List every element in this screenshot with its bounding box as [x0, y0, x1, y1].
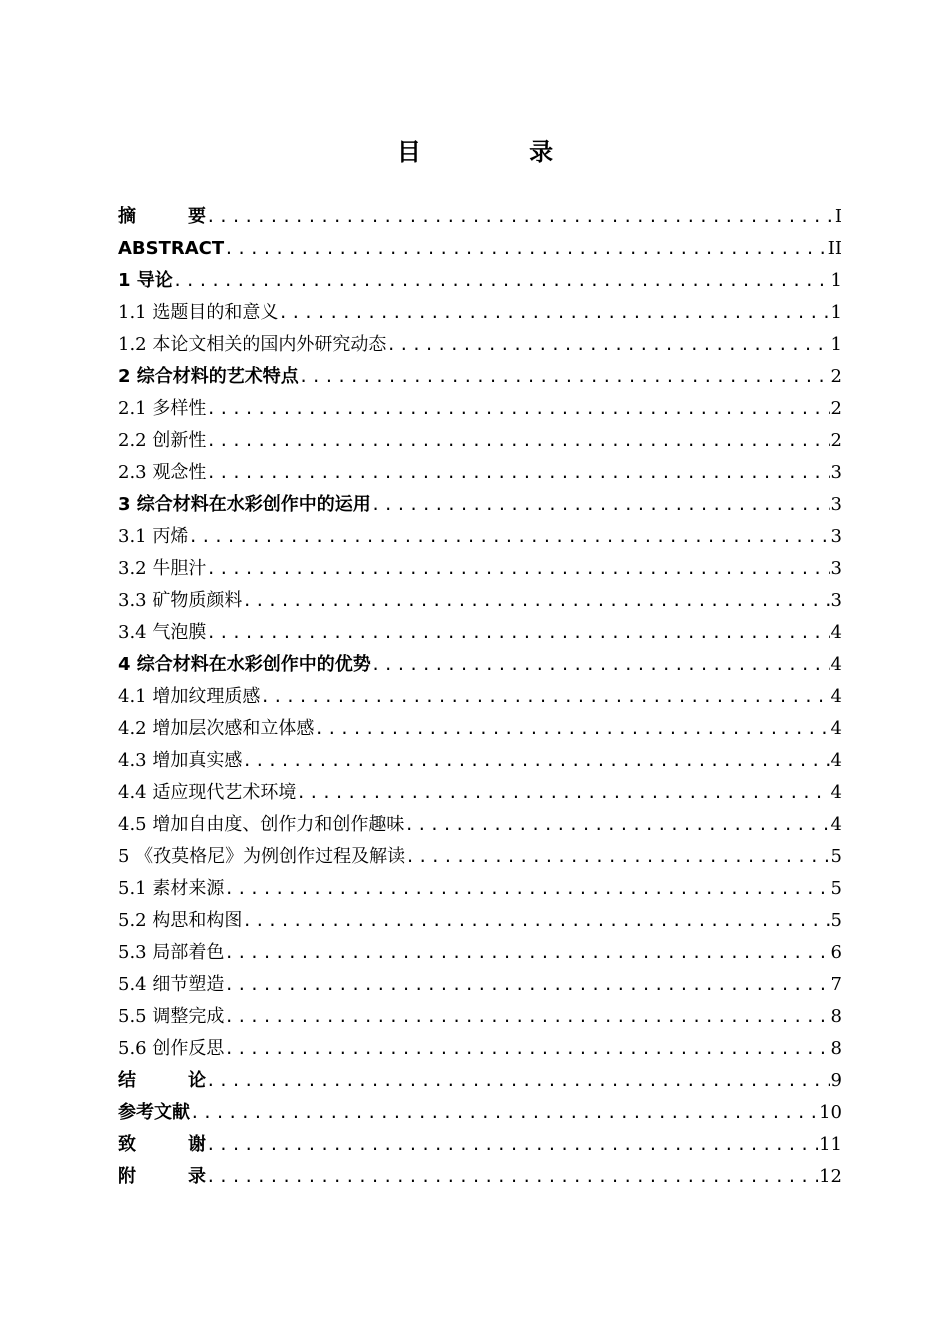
dot-leader: [206, 617, 829, 649]
toc-entry-page-number: 4: [830, 782, 842, 803]
dot-leader: [224, 969, 829, 1001]
toc-entry-title: 5 《孜莫格尼》为例创作过程及解读: [118, 846, 406, 867]
toc-entry-page-number: 2: [830, 430, 842, 451]
toc-entry-title-char: 结: [118, 1070, 136, 1091]
toc-entry[interactable]: [118, 393, 842, 425]
toc-entry-page-number: 9: [830, 1070, 842, 1091]
dot-leader: [278, 297, 829, 329]
toc-entry-page-number: 12: [819, 1166, 842, 1187]
toc-entry[interactable]: [118, 1033, 842, 1065]
toc-entry[interactable]: [118, 617, 842, 649]
toc-entry-title: 3.4 气泡膜: [118, 622, 207, 643]
toc-entry-page-number: 5: [830, 878, 842, 899]
toc-entry-title-char: 要: [188, 206, 206, 227]
toc-entry[interactable]: [118, 713, 842, 745]
dot-leader: [224, 233, 827, 265]
dot-leader: [386, 329, 829, 361]
toc-entry-page-number: I: [834, 206, 842, 227]
toc-entry-page-number: 10: [819, 1102, 842, 1123]
toc-entry-title: 3.3 矿物质颜料: [118, 590, 243, 611]
dot-leader: [371, 649, 830, 681]
toc-entry-title: 4.4 适应现代艺术环境: [118, 782, 297, 803]
toc-entry-page-number: 8: [830, 1006, 842, 1027]
toc-entry[interactable]: [118, 329, 842, 361]
toc-entry-page-number: 3: [830, 526, 842, 547]
toc-entry-page-number: 1: [830, 270, 842, 291]
toc-entry[interactable]: [118, 489, 842, 521]
toc-entry[interactable]: [118, 681, 842, 713]
toc-entry-title-char: 录: [188, 1166, 206, 1187]
toc-entry-title: 4.3 增加真实感: [118, 750, 243, 771]
dot-leader: [206, 1065, 830, 1097]
dot-leader: [299, 361, 830, 393]
toc-entry[interactable]: [118, 777, 842, 809]
toc-entry-title: 2 综合材料的艺术特点: [118, 366, 299, 387]
toc-entry[interactable]: [118, 1161, 842, 1193]
toc-entry-title: 3 综合材料在水彩创作中的运用: [118, 494, 371, 515]
dot-leader: [314, 713, 829, 745]
toc-entry[interactable]: [118, 361, 842, 393]
toc-entry-title: 2.3 观念性: [118, 462, 207, 483]
toc-entry[interactable]: [118, 873, 842, 905]
toc-entry-title: 5.4 细节塑造: [118, 974, 225, 995]
toc-entry[interactable]: [118, 265, 842, 297]
toc-entry-title-char: 谢: [188, 1134, 206, 1155]
toc-entry-title: [118, 1161, 206, 1193]
toc-entry-title: 参考文献: [118, 1102, 190, 1123]
dot-leader: [173, 265, 830, 297]
toc-entry-title: 3.2 牛胆汁: [118, 558, 207, 579]
toc-entry-title: 4 综合材料在水彩创作中的优势: [118, 654, 371, 675]
dot-leader: [190, 1097, 818, 1129]
toc-entry-page-number: 2: [830, 366, 842, 387]
toc-entry-title: 4.2 增加层次感和立体感: [118, 718, 315, 739]
toc-entry-title: [118, 1065, 206, 1097]
toc-entry-title: 5.6 创作反思: [118, 1038, 225, 1059]
toc-entry[interactable]: [118, 553, 842, 585]
toc-entry-page-number: 4: [830, 750, 842, 771]
dot-leader: [404, 809, 829, 841]
toc-entry-page-number: 3: [830, 494, 842, 515]
toc-entry[interactable]: [118, 841, 842, 873]
toc-entry[interactable]: [118, 649, 842, 681]
toc-entry[interactable]: [118, 233, 842, 265]
toc-entry-page-number: 4: [830, 622, 842, 643]
toc-entry-page-number: 11: [819, 1134, 842, 1155]
toc-entry[interactable]: [118, 1001, 842, 1033]
dot-leader: [242, 905, 829, 937]
toc-entry-title: ABSTRACT: [118, 238, 225, 259]
dot-leader: [206, 425, 829, 457]
toc-entry-title-char: 致: [118, 1134, 136, 1155]
dot-leader: [206, 201, 834, 233]
toc-entry-title: 5.3 局部着色: [118, 942, 225, 963]
toc-entry[interactable]: [118, 1097, 842, 1129]
dot-leader: [260, 681, 829, 713]
toc-entry[interactable]: [118, 201, 842, 233]
toc-entry[interactable]: [118, 521, 842, 553]
dot-leader: [224, 1033, 829, 1065]
dot-leader: [224, 873, 829, 905]
toc-entry-page-number: 4: [830, 718, 842, 739]
toc-entry-page-number: 3: [830, 590, 842, 611]
dot-leader: [206, 553, 829, 585]
toc-entry-page-number: 1: [830, 302, 842, 323]
dot-leader: [206, 457, 829, 489]
toc-entry-page-number: II: [827, 238, 842, 259]
toc-entry-title-char: 论: [188, 1070, 206, 1091]
dot-leader: [224, 937, 829, 969]
dot-leader: [296, 777, 829, 809]
toc-entry-title: 4.5 增加自由度、创作力和创作趣味: [118, 814, 405, 835]
toc-entry-page-number: 4: [830, 814, 842, 835]
toc-entry[interactable]: [118, 1065, 842, 1097]
dot-leader: [224, 1001, 829, 1033]
toc-entry[interactable]: [118, 745, 842, 777]
toc-entry-page-number: 5: [830, 846, 842, 867]
toc-entry-title: 5.5 调整完成: [118, 1006, 225, 1027]
toc-entry[interactable]: [118, 585, 842, 617]
toc-entry-page-number: 4: [830, 686, 842, 707]
toc-entry-page-number: 2: [830, 398, 842, 419]
toc-entry[interactable]: [118, 1129, 842, 1161]
toc-entry-title: [118, 1129, 206, 1161]
toc-entry-page-number: 8: [830, 1038, 842, 1059]
toc-entry-page-number: 1: [830, 334, 842, 355]
toc-entry[interactable]: [118, 937, 842, 969]
dot-leader: [206, 1129, 818, 1161]
toc-entry[interactable]: [118, 809, 842, 841]
toc-entry[interactable]: [118, 425, 842, 457]
page-title: 目 录: [396, 138, 604, 166]
toc-entry[interactable]: [118, 969, 842, 1001]
toc-entry-page-number: 3: [830, 462, 842, 483]
toc-entry-title: 5.1 素材来源: [118, 878, 225, 899]
dot-leader: [188, 521, 829, 553]
toc-entry-page-number: 3: [830, 558, 842, 579]
toc-entry-title: 1.2 本论文相关的国内外研究动态: [118, 334, 387, 355]
dot-leader: [371, 489, 830, 521]
toc-entry-page-number: 4: [830, 654, 842, 675]
toc-entry-page-number: 5: [830, 910, 842, 931]
toc-entry-title: 3.1 丙烯: [118, 526, 189, 547]
toc-entry-title: [118, 201, 206, 233]
dot-leader: [242, 585, 829, 617]
toc-entry-title: 1.1 选题目的和意义: [118, 302, 279, 323]
toc-entry-page-number: 7: [830, 974, 842, 995]
dot-leader: [206, 393, 829, 425]
toc-entry-title: 2.2 创新性: [118, 430, 207, 451]
toc-entry-page-number: 6: [830, 942, 842, 963]
toc-entry-title-char: 摘: [118, 206, 136, 227]
toc-entry-title: 2.1 多样性: [118, 398, 207, 419]
toc-entry-title-char: 附: [118, 1166, 136, 1187]
dot-leader: [206, 1161, 818, 1193]
toc-entry-title: 1 导论: [118, 270, 173, 291]
toc-entry[interactable]: [118, 457, 842, 489]
toc-entry[interactable]: [118, 297, 842, 329]
dot-leader: [242, 745, 829, 777]
dot-leader: [405, 841, 829, 873]
toc-entry-title: 5.2 构思和构图: [118, 910, 243, 931]
toc-entry[interactable]: [118, 905, 842, 937]
toc-entry-title: 4.1 增加纹理质感: [118, 686, 261, 707]
table-of-contents: [118, 201, 842, 1193]
